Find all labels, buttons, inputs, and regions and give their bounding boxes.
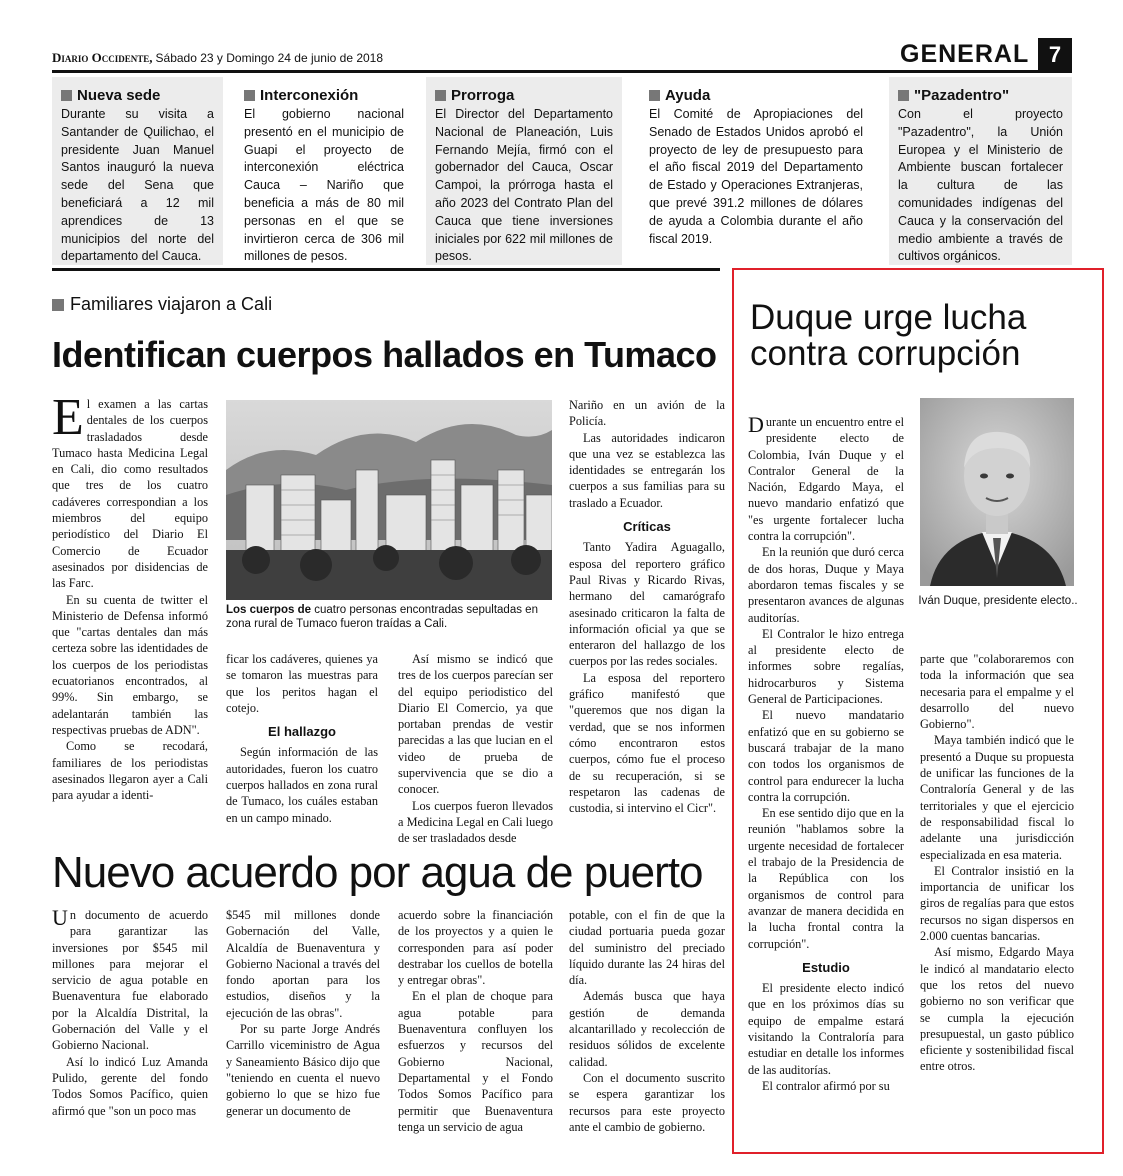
paragraph: Así lo indicó Luz Amanda Pulido, gerente del fondo Todos Somos Pacífico, quien afirmó que "son un poco mas — [52, 1054, 208, 1118]
photo-caption: Iván Duque, presidente electo.. — [918, 595, 1078, 607]
brief-body: El Comité de Apropiaciones del Senado de Estados Unidos aprobó el proyecto de ley de presupuesto para el año fiscal 2019 del Departamento de Estado y Operaciones Extranjeras, que prevé 391.2 millones de dólares de ayuda a Colombia durante el año fiscal 2019. — [649, 107, 863, 246]
subheading: El hallazgo — [268, 724, 336, 740]
brief-body: Durante su visita a Santander de Quilichao, el presidente Juan Manuel Santos inauguró la nueva sede del Sena que beneficiará a 12 mil aprendices de 13 municipios del norte del departamento del Cauca. — [61, 107, 214, 264]
section-title: GENERAL — [900, 40, 1030, 68]
subheading: Estudio — [802, 959, 850, 975]
article-kicker — [52, 294, 272, 315]
portrait-photo — [920, 398, 1074, 586]
brief-body: El Director del Departamento Nacional de Planeación, Luis Fernando Mejía, firmó con el gobernador del Cauca, Oscar Campoi, la prórroga hasta el año 2023 del Contrato Plan del Cauca que tiene inversiones iniciales por 622 mil millones de pesos. — [435, 107, 613, 264]
paragraph: $545 mil millones donde Gobernación del Valle, Alcaldía de Buenaventura y Gobierno Nacional a través del fondo aportan para los estudios, diseños y la ejecución de las obras". — [226, 908, 380, 1020]
brief-title: Interconexión — [260, 87, 359, 104]
article-column — [748, 414, 904, 1094]
caption-lead: Los cuerpos de — [226, 604, 311, 616]
paragraph: En la reunión que duró cerca de dos horas, Duque y Maya abordaron temas fiscales y se presentaron avances de algunas auditorías. — [748, 545, 904, 625]
paragraph: Maya también indicó que le presentó a Duque su propuesta de unificar las funciones de la Contraloría General y de las territoriales y que el ejercicio de responsabilidad fiscal lo adelante una jurisdicción especializada en esa materia. — [920, 733, 1074, 862]
issue-date: Sábado 23 y Domingo 24 de junio de 2018 — [155, 51, 384, 65]
paragraph: En el plan de choque para agua potable para Buenaventura confluyen los esfuerzos y recursos del Gobierno Nacional, Departamental y el Fondo Todos Somos Pacífico para permitir que Buenaventura tenga un servicio de agua — [398, 989, 553, 1134]
brief-title: "Pazadentro" — [914, 87, 1010, 104]
paragraph: La esposa del reportero gráfico manifestó que "queremos que nos digan la verdad, que se nos informen cómo encontraron estos cuerpos, cómo fue el proceso de su recuperación, si se respetaron las cadenas de custodia, si intervino el Cicr". — [569, 670, 725, 816]
article-column — [569, 907, 725, 1135]
paragraph: Las autoridades indicaron que una vez se establezca las identidades se entregarán los cuerpos a sus familias para su traslado a Ecuador. — [569, 430, 725, 510]
brief-body: Con el proyecto "Pazadentro", la Unión Europea y el Ministerio de Ambiente buscan fortalecer la cultura de las comunidades indígenas del Cauca y la conservación del medio ambiente a través de cultivos orgánicos. — [898, 107, 1063, 264]
paragraph: Así mismo, Edgardo Maya le indicó al mandatario electo que los retos del nuevo gobierno no son verificar que se cumpla la ejecución presupuestal, un gasto público eficiente y sostenibilidad fiscal entre otros. — [920, 945, 1074, 1074]
paragraph: parte que "colaboraremos con toda la información que sea necesaria para el empalme y el desarrollo del nuevo Gobierno". — [920, 652, 1074, 732]
paragraph: En ese sentido dijo que en la reunión "hablamos sobre la urgente necesidad de fortalecer el trabajo de la Presidencia de la República con los organismos de control para avanzar de manera decidida en la lucha frontal contra la corrupción". — [748, 806, 904, 951]
brief-prorroga — [426, 77, 622, 265]
page-number: 7 — [1038, 38, 1072, 72]
section-rule — [52, 268, 720, 271]
paragraph: Además busca que haya gestión de demanda alcantarillado y recolección de residuos sólidos de excelente calidad. — [569, 989, 725, 1069]
bullet-square-icon — [898, 90, 909, 101]
article-column — [52, 907, 208, 1119]
article-column — [569, 397, 725, 816]
paragraph: Nariño en un avión de la Policía. — [569, 398, 725, 429]
masthead — [52, 50, 383, 66]
drop-cap: D — [748, 412, 764, 437]
article-headline: Identifican cuerpos hallados en Tumaco — [52, 334, 717, 375]
photo-caption — [226, 603, 556, 631]
paragraph: l examen a las cartas dentales de los cuerpos trasladados desde Tumaco hasta Medicina Legal en Cali, dio como resultados que tres de los cuatro cadáveres correspondian a los miembros del equipo periodístico del Diario El Comercio de Ecuador asesinados por disidencias de las Farc. — [52, 397, 208, 591]
paragraph: Tanto Yadira Aguagallo, esposa del reportero gráfico Paul Rivas y Ricardo Rivas, hermano del camarógrafo asesinado criticaron la falta de información oficial ya que se enteraron del hallazgo de los cuerpos por las redes sociales. — [569, 540, 725, 669]
paragraph: potable, con el fin de que la ciudad portuaria pueda gozar del suministro del preciado líquido durante las 24 hiras del día. — [569, 908, 725, 988]
brief-nueva-sede — [52, 77, 223, 265]
paragraph: n documento de acuerdo para garantizar las inversiones por $545 mil millones para mejorar el servicio de agua potable en Buenaventura fue elaborado por la Alcaldía Distrital, la Gobernación del Valle y el Gobierno Nacional. — [52, 908, 208, 1053]
bullet-square-icon — [649, 90, 660, 101]
header-rule — [52, 70, 1072, 73]
paragraph: Los cuerpos fueron llevados a Medicina Legal en Cali luego de ser trasladados desde — [398, 798, 553, 846]
paragraph: urante un encuentro entre el presidente electo de Colombia, Iván Duque y el Contralor General de la Nación, Edgardo Maya, el nuevo mandario enfatizó que "es urgente fortalecer lucha contra la corrupción". — [748, 415, 904, 544]
paragraph: El Contralor insistió en la importancia de unificar los giros de regalías para que estos recursos no sigan dispersos en 2.000 cuentas bancarias. — [920, 863, 1074, 944]
drop-cap: U — [52, 905, 68, 930]
subheading: Críticas — [623, 519, 671, 535]
paragraph: El Contralor le hizo entrega al presidente electo de informes sobre regalías, hidrocarburos y Sistema General de Participaciones. — [748, 626, 904, 707]
bullet-square-icon — [61, 90, 72, 101]
brief-title: Nueva sede — [77, 87, 161, 104]
paragraph: acuerdo sobre la financiación de los proyectos y a quien le corresponden para así poder destrabar los cuellos de botella y entregar obras". — [398, 908, 553, 988]
brief-ayuda — [640, 77, 872, 265]
bullet-square-icon — [435, 90, 446, 101]
article-column — [226, 907, 380, 1119]
drop-cap: E — [52, 389, 84, 446]
city-skyline-photo — [226, 400, 552, 600]
newspaper-name: Diario Occidente, — [52, 50, 153, 65]
article-column — [398, 907, 553, 1135]
brief-interconexion — [235, 77, 413, 265]
article-column — [52, 389, 208, 803]
paragraph: El contralor afirmó por su — [762, 1078, 890, 1093]
bullet-square-icon — [244, 90, 255, 101]
paragraph: ficar los cadáveres, quienes ya se tomaron las muestras para que los peritos hagan el cotejo. — [226, 652, 378, 715]
article-headline: Nuevo acuerdo por agua de puerto — [52, 848, 703, 897]
kicker-text: Familiares viajaron a Cali — [70, 294, 273, 314]
paragraph: Por su parte Jorge Andrés Carrillo viceministro de Agua y Saneamiento Básico dijo que "teniendo en cuenta el nuevo gobierno lo que se hizo fue generar un documento de — [226, 1022, 380, 1118]
caption-text: cuatro personas encontradas sepultadas en zona rural de Tumaco fueron traídas a Cali. — [226, 604, 538, 630]
paragraph: Según información de las autoridades, fueron los cuatro cuerpos hallados en zona rural de Tumaco, los cuáles estaban en un campo minado. — [226, 745, 378, 825]
paragraph: En su cuenta de twitter el Ministerio de Defensa informó que "cartas dentales dan más certeza sobre las identidades de los cuerpos de los periodistas ecuatorianos encontrados, al 99%. Sin embargo, se adelantarán también las respectivas pruebas de ADN". — [52, 592, 208, 737]
article-column — [398, 651, 553, 847]
brief-title: Ayuda — [665, 87, 711, 104]
paragraph: Con el documento suscrito se espera garantizar los recursos para este proyecto ante el cambio de gobierno. — [569, 1070, 725, 1134]
brief-pazadentro — [889, 77, 1072, 265]
bullet-square-icon — [52, 299, 64, 311]
brief-body: El gobierno nacional presentó en el municipio de Guapi el proyecto de interconexión eléctrica Cauca – Nariño que beneficia a más de 80 mil personas en el que se invirtieron cerca de 306 mil millones de pesos. — [244, 107, 404, 264]
paragraph: Como se recodará, familiares de los periodistas asesinados llegaron ayer a Cali para ayudar a identi- — [52, 739, 208, 803]
paragraph: El nuevo mandatario enfatizó que en su gobierno se buscará trabajar de la mano con todos los organismos de control para endurecer la lucha contra la corrupción. — [748, 708, 904, 804]
brief-title: Prorroga — [451, 87, 515, 104]
article-headline: Duque urge lucha contra corrupción — [750, 298, 1027, 373]
article-column — [226, 651, 378, 826]
paragraph: Así mismo se indicó que tres de los cuerpos parecían ser del equipo periodistico del Diario El Comercio, ya que portaban prendas de vestir parecidas a las que lucian en el video de prueba de supervivencia que se dio a conocer. — [398, 652, 553, 797]
paragraph: El presidente electo indicó que en los próximos días su equipo de empalme estará visitando la Contraloría para estudiar en detalle los informes de las auditorías. — [748, 981, 904, 1077]
article-column — [920, 651, 1074, 1075]
